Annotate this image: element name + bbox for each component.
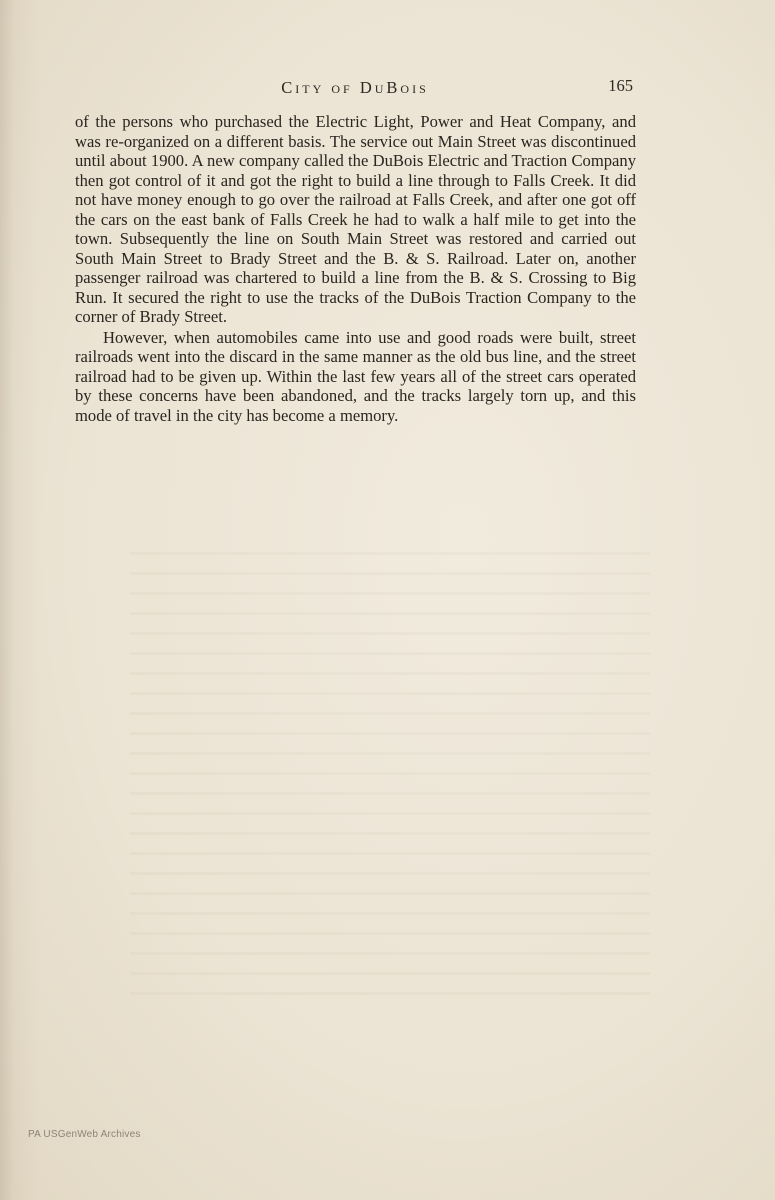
reverse-page-bleed-through bbox=[130, 540, 650, 1010]
running-title: City of DuBois bbox=[281, 78, 429, 97]
archive-watermark: PA USGenWeb Archives bbox=[28, 1129, 141, 1140]
body-text bbox=[75, 112, 636, 425]
paragraph-1: of the persons who purchased the Electric Light, Power and Heat Company, and was re-organized on a different basis. The service out Main Street was discontinued until about 1900. A new company called the DuBois Electric and Traction Company then got control of it and got the right to build a line through to Falls Creek. It did not have money enough to go over the railroad at Falls Creek, and after one got off the cars on the east bank of Falls Creek he had to walk a half mile to get into the town. Subsequently the line on South Main Street was restored and carried out South Main Street to Brady Street and the B. & S. Railroad. Later on, another passenger railroad was chartered to build a line from the B. & S. Crossing to Big Run. It secured the right to use the tracks of the DuBois Traction Company to the corner of Brady Street. bbox=[75, 112, 636, 326]
running-head bbox=[75, 76, 635, 102]
paragraph-2: However, when automobiles came into use and good roads were built, street railroads went into the discard in the same manner as the old bus line, and the street railroad had to be given up. Within the last few years all of the street cars operated by these concerns have been abandoned, and the tracks largely torn up, and this mode of travel in the city has become a memory. bbox=[75, 327, 636, 425]
page-number: 165 bbox=[608, 76, 633, 95]
